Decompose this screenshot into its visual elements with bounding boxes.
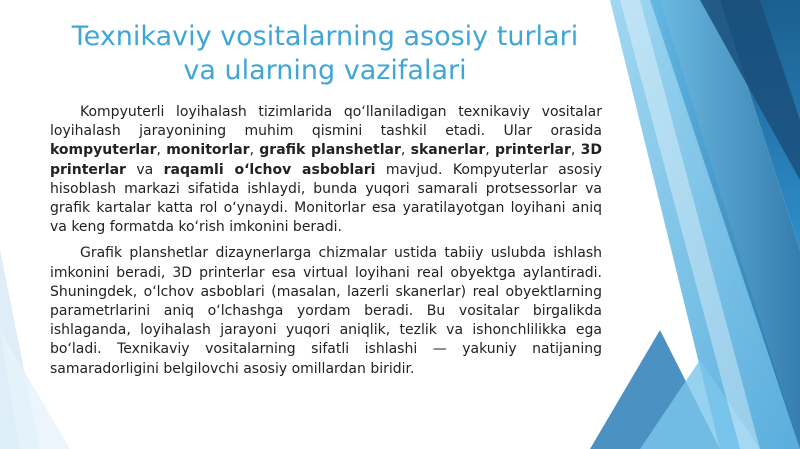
term-3d-printerlar: 3D printerlar xyxy=(50,142,602,178)
paragraph-1 xyxy=(50,103,602,237)
title-line-1: Texnikaviy vositalarning asosiy turlari xyxy=(71,21,579,52)
term-skanerlar: skanerlar xyxy=(410,142,486,159)
separator: , xyxy=(156,142,167,159)
slide-body xyxy=(50,103,602,386)
term-printerlar: printerlar xyxy=(494,142,571,159)
term-monitorlar: monitorlar xyxy=(166,142,250,159)
paragraph-1-text-end: mavjud. Kompyuterlar asosiy hisoblash markazi sifatida ishlaydi, bunda yuqori samarali protsessorlar va grafik kartalar katta rol o‘ynaydi. Monitorlar esa yaratilayotgan loyihani aniq va keng formatda ko‘rish imkonini beradi. xyxy=(50,161,602,236)
term-raqamli-olchov-asboblari: raqamli o‘lchov asboblari xyxy=(163,161,376,178)
term-kompyuterlar: kompyuterlar xyxy=(50,142,157,159)
separator: , xyxy=(249,142,260,159)
slide-title xyxy=(40,20,610,88)
term-grafik-planshetlar: grafik planshetlar xyxy=(259,142,401,159)
separator: va xyxy=(125,161,164,178)
separator: , xyxy=(400,142,411,159)
paragraph-2: Grafik planshetlar dizaynerlarga chizmalar ustida tabiiy uslubda ishlash imkonini beradi, 3D printerlar esa virtual loyihani real obyektga aylantiradi. Shuningdek, o‘lchov asboblari (masalan, lazerli skanerlar) real obyektlarning parametrlarini aniq o‘lchashga yordam beradi. Bu vositalar birgalikda ishlaganda, loyihalash jarayoni yuqori aniqlik, tezlik va ishonchlilikka ega bo‘ladi. Texnikaviy vositalarning sifatli ishlashi — yakuniy natijaning samaradorligini belgilovchi asosiy omillardan biridir. xyxy=(50,245,602,377)
paragraph-1-text-start: Kompyuterli loyihalash tizimlarida qo‘llaniladigan texnikaviy vositalar loyihalash jarayonining muhim qismini tashkil etadi. Ular orasida xyxy=(50,104,602,140)
title-line-2: va ularning vazifalari xyxy=(183,55,467,86)
separator: , xyxy=(570,142,581,159)
separator: , xyxy=(485,142,495,159)
